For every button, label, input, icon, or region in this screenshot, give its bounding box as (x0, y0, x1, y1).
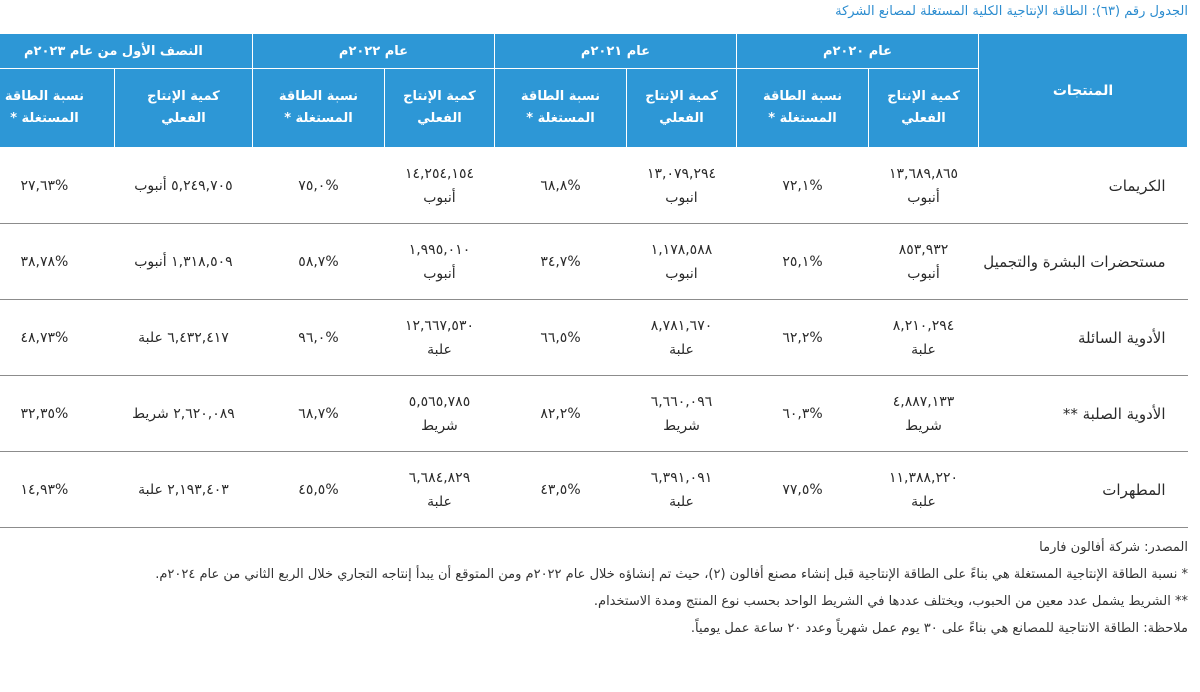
qty-cell: ١٤,٢٥٤,١٥٤ أنبوب (384, 148, 494, 224)
pct-cell: %٤٨,٧٣ (0, 300, 114, 376)
year-header: عام ٢٠٢٢م (252, 34, 494, 69)
source-note: المصدر: شركة أفالون فارما (1039, 540, 1188, 555)
pct-cell: %٦٨,٧ (252, 376, 384, 452)
pct-cell: %٦٨,٨ (494, 148, 626, 224)
pct-cell: %٧٥,٠ (252, 148, 384, 224)
pct-header: نسبة الطاقة المستغلة * (736, 69, 868, 148)
pct-cell: %٩٦,٠ (252, 300, 384, 376)
note-working-hours: ملاحظة: الطاقة الانتاجية للمصانع هي بناءً على ٣٠ يوم عمل شهرياً وعدد ٢٠ ساعة عمل يومياً. (690, 621, 1188, 636)
product-name: الأدوية السائلة (979, 300, 1188, 376)
qty-header: كمية الإنتاج الفعلي (869, 69, 979, 148)
qty-header: كمية الإنتاج الفعلي (626, 69, 736, 148)
qty-cell: ٢,١٩٣,٤٠٣ علبة (114, 452, 252, 528)
table-notes (28, 537, 1188, 645)
pct-cell: %٧٧,٥ (736, 452, 868, 528)
pct-header: نسبة الطاقة المستغلة * (494, 69, 626, 148)
pct-cell: %٣٢,٣٥ (0, 376, 114, 452)
qty-cell: ٨٥٣,٩٣٢ أنبوب (869, 224, 979, 300)
pct-cell: %٢٥,١ (736, 224, 868, 300)
table-row (0, 224, 1188, 300)
footnote-capacity: * نسبة الطاقة الإنتاجية المستغلة هي بناءً على الطاقة الإنتاجية قبل إنشاء مصنع أفالون (٢)، حيث تم إنشاؤه خلال عام ٢٠٢٢م ومن المتوقع أن يبدأ إنتاجه التجاري خلال الربع الثاني من عام ٢٠٢٤م. (155, 567, 1188, 582)
qty-cell: ٢,٦٢٠,٠٨٩ شريط (114, 376, 252, 452)
table-caption: الجدول رقم (٦٣): الطاقة الإنتاجية الكلية المستغلة لمصانع الشركة (835, 4, 1188, 19)
pct-cell: %٦٦,٥ (494, 300, 626, 376)
pct-cell: %٢٧,٦٣ (0, 148, 114, 224)
table-row (0, 452, 1188, 528)
product-name: مستحضرات البشرة والتجميل (979, 224, 1188, 300)
pct-cell: %٤٥,٥ (252, 452, 384, 528)
qty-cell: ٦,٦٨٤,٨٢٩ علبة (384, 452, 494, 528)
qty-cell: ٦,٦٦٠,٠٩٦ شريط (626, 376, 736, 452)
qty-cell: ٤,٨٨٧,١٣٣ شريط (869, 376, 979, 452)
table-row (0, 300, 1188, 376)
qty-cell: ٨,٧٨١,٦٧٠ علبة (626, 300, 736, 376)
pct-cell: %٦٢,٢ (736, 300, 868, 376)
footnote-strip: ** الشريط يشمل عدد معين من الحبوب، ويختلف عددها في الشريط الواحد بحسب نوع المنتج ومدة الاستخدام. (593, 594, 1188, 609)
qty-cell: ٥,٢٤٩,٧٠٥ أنبوب (114, 148, 252, 224)
qty-cell: ١٣,٠٧٩,٢٩٤ انبوب (626, 148, 736, 224)
qty-cell: ١١,٣٨٨,٢٢٠ علبة (869, 452, 979, 528)
pct-cell: %٣٤,٧ (494, 224, 626, 300)
qty-header: كمية الإنتاج الفعلي (384, 69, 494, 148)
qty-cell: ١,١٧٨,٥٨٨ انبوب (626, 224, 736, 300)
qty-header: كمية الإنتاج الفعلي (114, 69, 252, 148)
product-name: المطهرات (979, 452, 1188, 528)
year-header: عام ٢٠٢١م (494, 34, 736, 69)
capacity-table (0, 33, 1188, 528)
pct-cell: %٤٣,٥ (494, 452, 626, 528)
year-header: عام ٢٠٢٠م (736, 34, 978, 69)
table-row (0, 148, 1188, 224)
pct-cell: %٧٢,١ (736, 148, 868, 224)
product-name: الأدوية الصلبة ** (979, 376, 1188, 452)
pct-header: نسبة الطاقة المستغلة * (0, 69, 114, 148)
year-header: النصف الأول من عام ٢٠٢٣م (0, 34, 252, 69)
pct-cell: %٨٢,٢ (494, 376, 626, 452)
pct-header: نسبة الطاقة المستغلة * (252, 69, 384, 148)
qty-cell: ١,٩٩٥,٠١٠ أنبوب (384, 224, 494, 300)
table-row (0, 376, 1188, 452)
qty-cell: ٥,٥٦٥,٧٨٥ شريط (384, 376, 494, 452)
qty-cell: ١٣,٦٨٩,٨٦٥ أنبوب (869, 148, 979, 224)
products-header: المنتجات (979, 34, 1188, 148)
pct-cell: %١٤,٩٣ (0, 452, 114, 528)
pct-cell: %٣٨,٧٨ (0, 224, 114, 300)
pct-cell: %٦٠,٣ (736, 376, 868, 452)
qty-cell: ٦,٤٣٢,٤١٧ علبة (114, 300, 252, 376)
qty-cell: ١,٣١٨,٥٠٩ أنبوب (114, 224, 252, 300)
product-name: الكريمات (979, 148, 1188, 224)
qty-cell: ٨,٢١٠,٢٩٤ علبة (869, 300, 979, 376)
qty-cell: ٦,٣٩١,٠٩١ علبة (626, 452, 736, 528)
qty-cell: ١٢,٦٦٧,٥٣٠ علبة (384, 300, 494, 376)
pct-cell: %٥٨,٧ (252, 224, 384, 300)
